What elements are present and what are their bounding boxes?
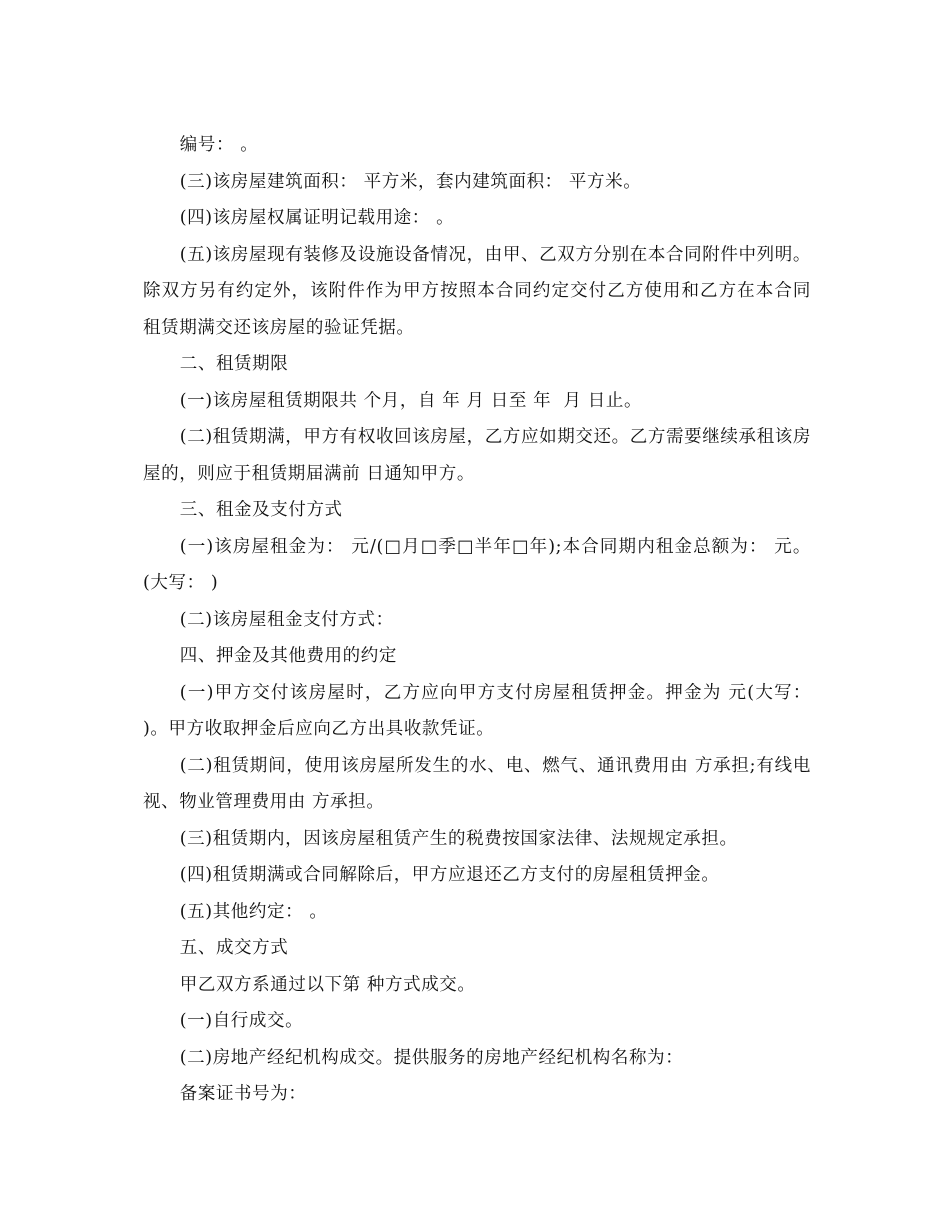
paragraph-building-area: (三)该房屋建筑面积： 平方米，套内建筑面积： 平方米。 [179,171,642,192]
paragraph-deposit-refund: (四)租赁期满或合同解除后，甲方应退还乙方支付的房屋租赁押金。 [179,865,720,885]
document-body [143,127,818,1113]
paragraph-lease-period: (一)该房屋租赁期限共 个月，自 年 月 日至 年 月 日止。 [179,390,643,411]
section-heading-rent-payment: 三、租金及支付方式 [179,500,343,520]
paragraph-rent-amount: (一)该房屋租金为： 元/(□月□季□半年□年);本合同期内租金总额为： 元。(大写： ) [143,536,811,593]
paragraph-certified-use: (四)该房屋权属证明记载用途： 。 [179,208,455,228]
paragraph-serial-number: 编号： 。 [179,135,259,155]
paragraph-filing-certificate: 备案证书号为： [179,1084,307,1104]
section-heading-transaction-method: 五、成交方式 [179,938,289,958]
paragraph-lease-expiry: (二)租赁期满，甲方有权收回该房屋，乙方应如期交还。乙方需要继续承租该房屋的，则应于租赁期届满前 日通知甲方。 [143,427,811,484]
paragraph-transaction-choice: 甲乙双方系通过以下第 种方式成交。 [179,974,476,995]
section-heading-deposit-fees: 四、押金及其他费用的约定 [179,646,397,666]
paragraph-other-terms: (五)其他约定： 。 [179,901,328,922]
paragraph-agency-transaction: (二)房地产经纪机构成交。提供服务的房地产经纪机构名称为： [179,1047,684,1068]
paragraph-rent-payment-method: (二)该房屋租金支付方式： [179,609,394,630]
section-heading-lease-term: 二、租赁期限 [179,354,289,374]
paragraph-utility-costs: (二)租赁期间，使用该房屋所发生的水、电、燃气、通讯费用由 方承担;有线电视、物业管理费用由 方承担。 [143,755,811,812]
paragraph-taxes: (三)租赁期内，因该房屋租赁产生的税费按国家法律、法规规定承担。 [179,828,738,849]
paragraph-decoration-facilities: (五)该房屋现有装修及设施设备情况，由甲、乙双方分别在本合同附件中列明。除双方另有约定外，该附件作为甲方按照本合同约定交付乙方使用和乙方在本合同租赁期满交还该房屋的验证凭据。 [143,244,811,338]
paragraph-self-transaction: (一)自行成交。 [179,1011,304,1031]
paragraph-deposit: (一)甲方交付该房屋时，乙方应向甲方支付房屋租赁押金。押金为 元(大写： )。甲方收取押金后应向乙方出具收款凭证。 [143,682,818,739]
